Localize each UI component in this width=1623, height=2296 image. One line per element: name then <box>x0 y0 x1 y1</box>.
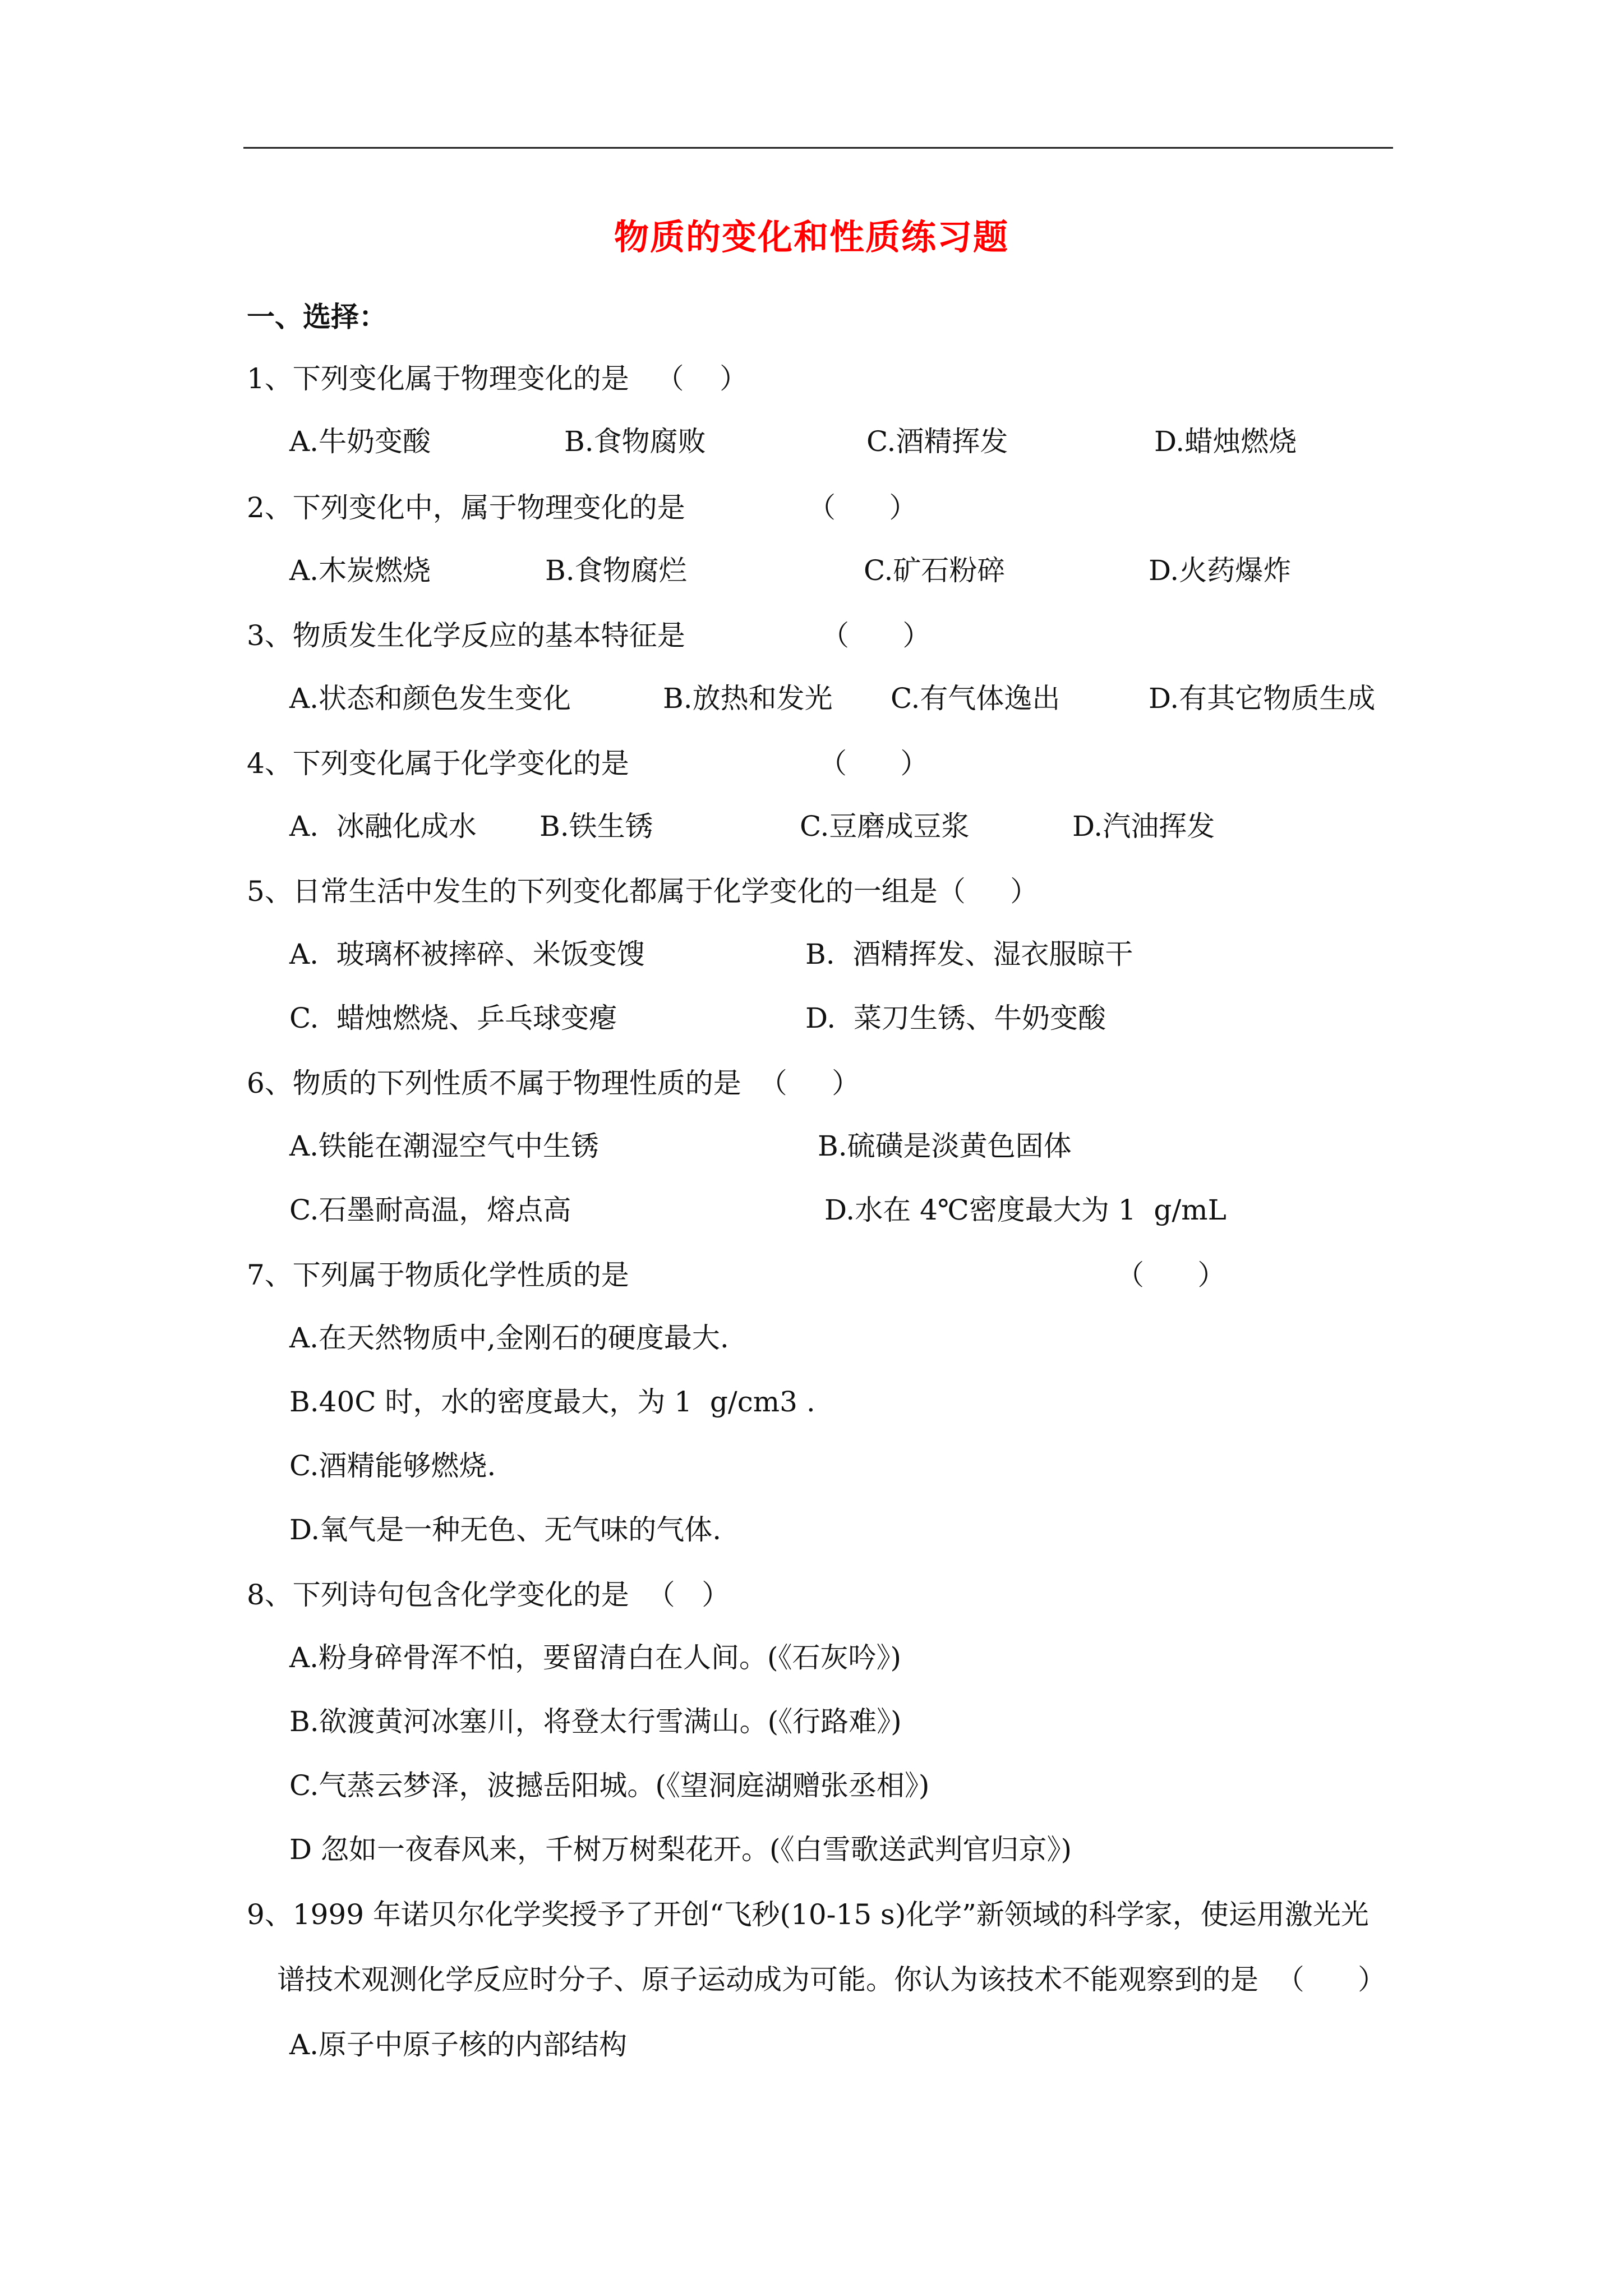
question-7-option-c: C.酒精能够燃烧. <box>289 1450 496 1482</box>
question-8-option-d: D 忽如一夜春风来，千树万树梨花开。(《白雪歌送武判官归京》) <box>289 1833 1072 1866</box>
section-heading: 一、选择： <box>247 300 387 333</box>
question-4-stem: 4、下列变化属于化学变化的是 <box>247 747 629 780</box>
question-4-paren: （ ） <box>819 747 929 780</box>
question-5-option-b: B. 酒精挥发、湿衣服晾干 <box>805 938 1133 970</box>
question-4-option-c: C.豆磨成豆浆 <box>800 810 970 843</box>
question-3-paren: （ ） <box>821 619 931 652</box>
question-6-stem: 6、物质的下列性质不属于物理性质的是 （ ） <box>247 1067 860 1099</box>
question-3-option-d: D.有其它物质生成 <box>1149 682 1376 715</box>
question-9-stem: 9、1999 年诺贝尔化学奖授予了开创“飞秒(10-15 s)化学”新领域的科学家，使运用激光光 <box>247 1898 1369 1931</box>
question-1-option-c: C.酒精挥发 <box>866 425 1008 458</box>
question-2-option-b: B.食物腐烂 <box>545 554 687 587</box>
question-4-option-a: A. 冰融化成水 <box>289 810 477 843</box>
question-2-option-a: A.木炭燃烧 <box>289 554 431 587</box>
question-6-option-a: A.铁能在潮湿空气中生锈 <box>289 1130 600 1162</box>
question-1-option-d: D.蜡烛燃烧 <box>1154 425 1297 458</box>
question-5-option-c: C. 蜡烛燃烧、乒乓球变瘪 <box>289 1002 617 1034</box>
question-1-stem: 1、下列变化属于物理变化的是 （ ） <box>247 362 748 395</box>
question-3-option-c: C.有气体逸出 <box>891 682 1061 715</box>
question-7-option-d: D.氧气是一种无色、无气味的气体. <box>289 1513 722 1546</box>
question-7-stem: 7、下列属于物质化学性质的是 <box>247 1259 629 1291</box>
question-5-option-a: A. 玻璃杯被摔碎、米饭变馊 <box>289 938 645 970</box>
question-3-stem: 3、物质发生化学反应的基本特征是 <box>247 619 685 652</box>
question-7-paren: （ ） <box>1116 1259 1226 1291</box>
question-3-option-a: A.状态和颜色发生变化 <box>289 682 571 715</box>
question-7-option-b: B.40C 时，水的密度最大，为 1 g/cm3 . <box>289 1386 815 1418</box>
question-9-option-a: A.原子中原子核的内部结构 <box>289 2028 628 2061</box>
header-rule <box>243 147 1393 149</box>
question-5-option-d: D. 菜刀生锈、牛奶变酸 <box>805 1002 1106 1034</box>
question-4-option-b: B.铁生锈 <box>540 810 653 843</box>
question-3-option-b: B.放热和发光 <box>663 682 833 715</box>
question-1-option-b: B.食物腐败 <box>564 425 706 458</box>
question-4-option-d: D.汽油挥发 <box>1072 810 1215 843</box>
question-8-stem: 8、下列诗句包含化学变化的是 （ ） <box>247 1579 730 1611</box>
question-8-option-c: C.气蒸云梦泽，波撼岳阳城。(《望洞庭湖赠张丞相》) <box>289 1769 930 1802</box>
question-1-option-a: A.牛奶变酸 <box>289 425 431 458</box>
question-8-option-b: B.欲渡黄河冰塞川，将登太行雪满山。(《行路难》) <box>289 1705 902 1738</box>
question-2-stem: 2、下列变化中，属于物理变化的是 <box>247 491 685 524</box>
question-2-paren: （ ） <box>808 491 917 524</box>
question-6-option-d: D.水在 4℃密度最大为 1 g/mL <box>824 1194 1227 1226</box>
question-6-option-b: B.硫磺是淡黄色固体 <box>818 1130 1072 1162</box>
question-7-option-a: A.在天然物质中,金刚石的硬度最大. <box>289 1322 729 1354</box>
page-title: 物质的变化和性质练习题 <box>614 217 1009 257</box>
question-2-option-c: C.矿石粉碎 <box>864 554 1006 587</box>
question-2-option-d: D.火药爆炸 <box>1149 554 1292 587</box>
question-6-option-c: C.石墨耐高温，熔点高 <box>289 1194 571 1226</box>
question-9-stem-continued: 谱技术观测化学反应时分子、原子运动成为可能。你认为该技术不能观察到的是 （ ） <box>277 1963 1386 1996</box>
question-8-option-a: A.粉身碎骨浑不怕，要留清白在人间。(《石灰吟》) <box>289 1641 902 1674</box>
question-5-stem: 5、日常生活中发生的下列变化都属于化学变化的一组是（ ） <box>247 875 1039 908</box>
